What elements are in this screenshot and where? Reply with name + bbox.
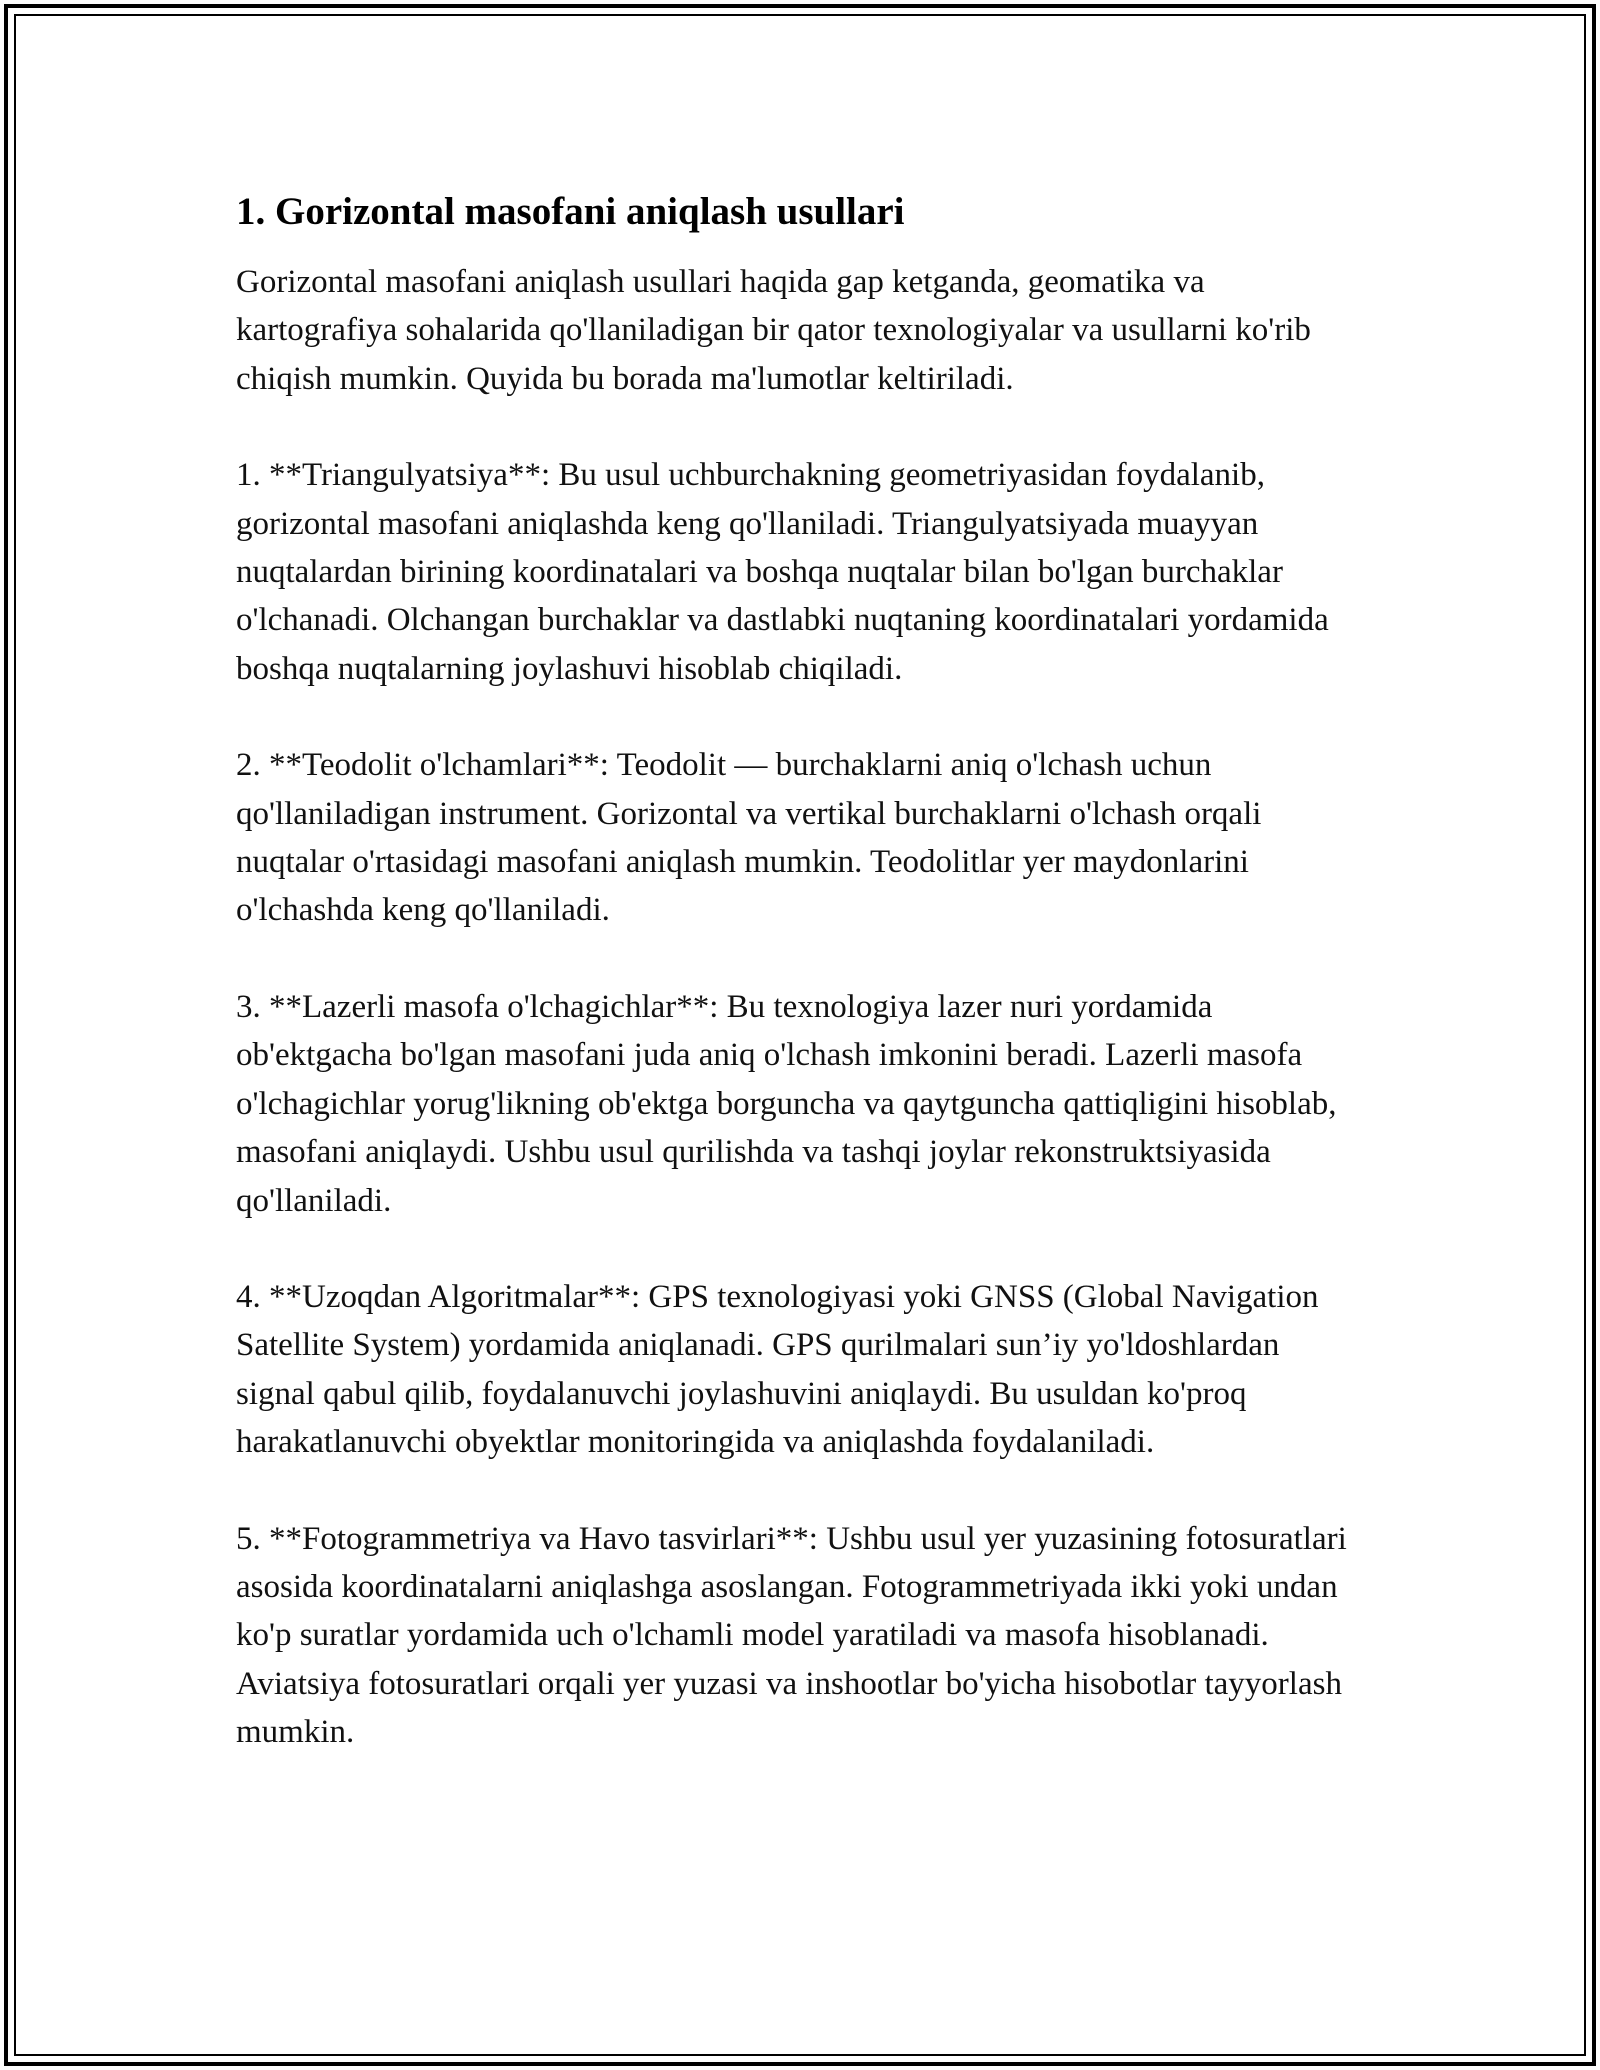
list-item-photogrammetry: 5. **Fotogrammetriya va Havo tasvirlari**: Ushbu usul yer yuzasining fotosuratlari asosida koordinatalarni aniqlashga asoslangan. Fotogrammetriyada ikki yoki undan ko'p suratlar yordamida uch o'lchamli model yaratiladi va masofa hisoblanadi. Aviatsiya fotosuratlari orqali yer yuzasi va inshootlar bo'yicha hisobotlar tayyorlash mumkin. (236, 1520, 1347, 1751)
document-body (236, 186, 1366, 1805)
intro-paragraph: Gorizontal masofani aniqlash usullari haqida gap ketganda, geomatika va kartografiya sohalarida qo'llaniladigan bir qator texnologiyalar va usullarni ko'rib chiqish mumkin. Quyida bu borada ma'lumotlar keltiriladi. (236, 264, 1311, 397)
list-item-laser-rangefinder: 3. **Lazerli masofa o'lchagichlar**: Bu texnologiya lazer nuri yordamida ob'ektgacha bo'lgan masofani juda aniq o'lchash imkonini beradi. Lazerli masofa o'lchagichlar yorug'likning ob'ektga borguncha va qaytguncha qattiqligini hisoblab, masofani aniqlaydi. Ushbu usul qurilishda va tashqi joylar rekonstruktsiyasida qo'llaniladi. (236, 988, 1337, 1219)
list-item-theodolite: 2. **Teodolit o'lchamlari**: Teodolit — burchaklarni aniq o'lchash uchun qo'llaniladigan instrument. Gorizontal va vertikal burchaklarni o'lchash orqali nuqtalar o'rtasidagi masofani aniqlash mumkin. Teodolitlar yer maydonlarini o'lchashda keng qo'llaniladi. (236, 747, 1262, 929)
list-item-remote-algorithms: 4. **Uzoqdan Algoritmalar**: GPS texnologiyasi yoki GNSS (Global Navigation Satellite System) yordamida aniqlanadi. GPS qurilmalari sun’iy yo'ldoshlardan signal qabul qilib, foydalanuvchi joylashuvini aniqlaydi. Bu usuldan ko'proq harakatlanuvchi obyektlar monitoringida va aniqlashda foydalaniladi. (236, 1278, 1319, 1461)
list-item-triangulation: 1. **Triangulyatsiya**: Bu usul uchburchakning geometriyasidan foydalanib, gorizontal masofani aniqlashda keng qo'llaniladi. Triangulyatsiyada muayyan nuqtalardan birining koordinatalari va boshqa nuqtalar bilan bo'lgan burchaklar o'lchanadi. Olchangan burchaklar va dastlabki nuqtaning koordinatalari yordamida boshqa nuqtalarning joylashuvi hisoblab chiqiladi. (236, 457, 1329, 687)
document-title: 1. Gorizontal masofani aniqlash usullari (236, 190, 905, 233)
